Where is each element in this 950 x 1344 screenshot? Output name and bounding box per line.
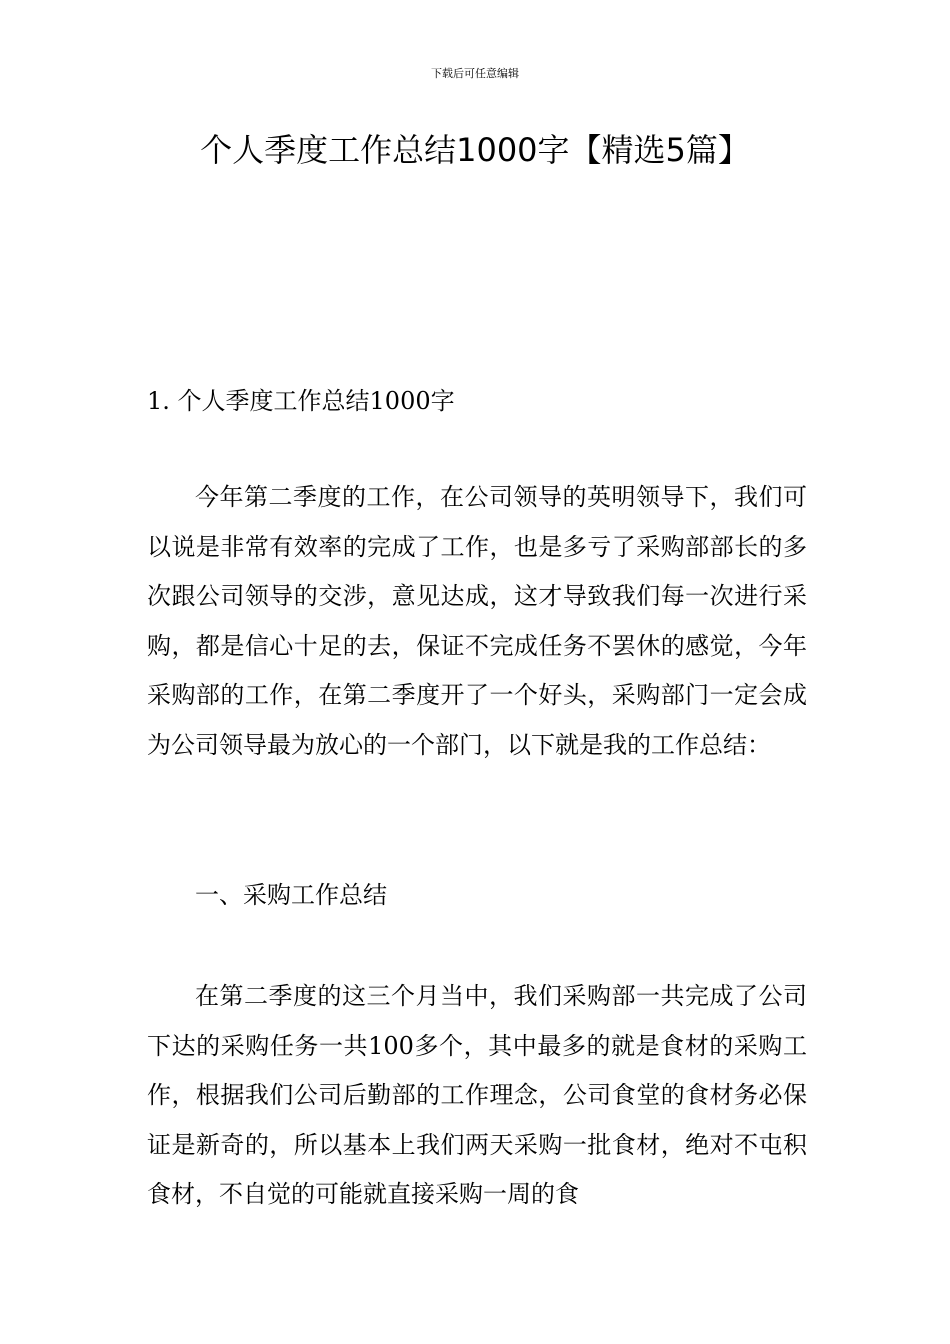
paragraph: 在第二季度的这三个月当中，我们采购部一共完成了公司下达的采购任务一共100多个，其中最多的就是食材的采购工作，根据我们公司后勤部的工作理念，公司食堂的食材务必保证是新奇的，所以基本上我们两天采购一批食材，绝对不屯积食材，不自觉的可能就直接采购一周的食: [147, 982, 807, 1209]
header-note: 下载后可任意编辑: [431, 67, 519, 80]
document-title: 个人季度工作总结1000字【精选5篇】: [200, 131, 750, 169]
subheading: 一、采购工作总结: [195, 881, 387, 909]
section-heading: 1. 个人季度工作总结1000字: [147, 387, 455, 415]
paragraph: 今年第二季度的工作，在公司领导的英明领导下，我们可以说是非常有效率的完成了工作，也是多亏了采购部部长的多次跟公司领导的交涉，意见达成，这才导致我们每一次进行采购，都是信心十足的去，保证不完成任务不罢休的感觉，今年采购部的工作，在第二季度开了一个好头，采购部门一定会成为公司领导最为放心的一个部门，以下就是我的工作总结：: [147, 483, 807, 759]
